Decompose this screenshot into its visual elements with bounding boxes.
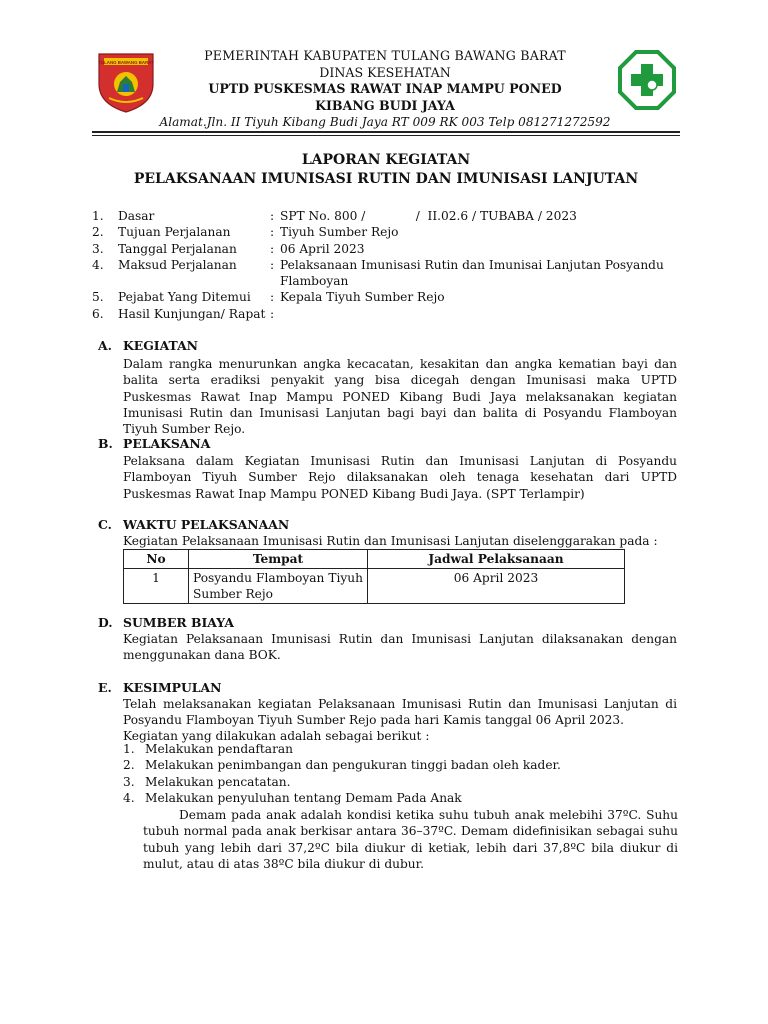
list-item-number: 4. bbox=[123, 790, 135, 805]
info-row bbox=[92, 306, 682, 322]
schedule-table bbox=[123, 549, 625, 604]
section-letter: C. bbox=[98, 517, 112, 532]
cell-tempat: Posyandu Flamboyan Tiyuh Sumber Rejo bbox=[189, 569, 368, 604]
section-heading-text: KEGIATAN bbox=[123, 338, 199, 353]
section-heading-text: KESIMPULAN bbox=[123, 680, 222, 695]
institution-name: UPTD PUSKESMAS RAWAT INAP MAMPU PONED bbox=[208, 81, 562, 96]
activity-steps-list bbox=[123, 741, 677, 806]
section-heading-text: PELAKSANA bbox=[123, 436, 211, 451]
puskesmas-logo bbox=[616, 48, 678, 114]
list-item-text: Melakukan penimbangan dan pengukuran tinggi badan oleh kader. bbox=[145, 758, 561, 773]
table-row bbox=[124, 569, 625, 604]
list-item bbox=[123, 790, 677, 806]
section-letter: E. bbox=[98, 680, 112, 695]
section-a-text: Dalam rangka menurunkan angka kecacatan, kesakitan dan angka kematian bayi dan balita serta eradiksi penyakit yang bisa dicegah dengan Imunisasi maka UPTD Puskesmas Rawat Inap Mampu PONED Kibang Budi Jaya melaksanakan kegiatan Imunisasi Rutin dan Imunisasi Lanjutan bagi bayi dan balita di Posyandu Flamboyan Tiyuh Sumber Rejo. bbox=[123, 357, 677, 437]
list-item-number: 2. bbox=[123, 758, 135, 773]
info-colon: : bbox=[270, 209, 275, 223]
list-item-number: 1. bbox=[123, 742, 135, 756]
info-number: 5. bbox=[92, 290, 104, 305]
section-e-intro: Kegiatan yang dilakukan adalah sebagai berikut : bbox=[123, 729, 430, 743]
list-item bbox=[123, 757, 677, 773]
info-row bbox=[92, 289, 682, 305]
list-item-number: 3. bbox=[123, 774, 135, 789]
list-item bbox=[123, 774, 677, 790]
info-label: Tujuan Perjalanan bbox=[118, 225, 231, 240]
column-header-jadwal: Jadwal Pelaksanaan bbox=[368, 550, 625, 569]
info-number: 6. bbox=[92, 306, 104, 321]
info-value: Tiyuh Sumber Rejo bbox=[280, 225, 399, 240]
section-a-heading bbox=[98, 338, 198, 353]
info-number: 1. bbox=[92, 209, 104, 223]
info-value: 06 April 2023 bbox=[280, 241, 365, 256]
report-title: LAPORAN KEGIATAN bbox=[301, 152, 471, 168]
info-colon: : bbox=[270, 306, 275, 321]
info-value: Pelaksanaan Imunisasi Rutin dan Imunisai Lanjutan Posyandu Flamboyan bbox=[280, 257, 664, 289]
section-heading-text: WAKTU PELAKSANAAN bbox=[123, 517, 290, 532]
list-item bbox=[123, 741, 677, 757]
section-e-heading bbox=[98, 680, 221, 695]
section-d-text: Kegiatan Pelaksanaan Imunisasi Rutin dan Imunisasi Lanjutan dilaksanakan dengan menggunakan dana BOK. bbox=[123, 632, 677, 663]
section-c-heading bbox=[98, 517, 289, 532]
table-header-row bbox=[124, 550, 625, 569]
list-item-text: Melakukan pendaftaran bbox=[145, 742, 294, 756]
info-colon: : bbox=[270, 225, 275, 240]
section-e-text: Telah melaksanakan kegiatan Pelaksanaan Imunisasi Rutin dan Imunisasi Lanjutan di Posyandu Flamboyan Tiyuh Sumber Rejo pada hari Kamis tanggal 06 April 2023. bbox=[123, 697, 677, 728]
cell-no: 1 bbox=[124, 569, 189, 604]
list-item-text: Melakukan pencatatan. bbox=[145, 774, 291, 789]
info-row bbox=[92, 257, 682, 290]
institution-address: Alamat.Jln. II Tiyuh Kibang Budi Jaya RT 009 RK 003 Telp 081271272592 bbox=[159, 115, 611, 129]
letterhead-divider-thin bbox=[92, 135, 680, 136]
info-row bbox=[92, 241, 682, 257]
info-row bbox=[92, 224, 682, 240]
section-heading-text: SUMBER BIAYA bbox=[123, 615, 234, 630]
info-value bbox=[280, 306, 682, 322]
cell-jadwal: 06 April 2023 bbox=[368, 569, 625, 604]
column-header-tempat: Tempat bbox=[189, 550, 368, 569]
info-label: Pejabat Yang Ditemui bbox=[118, 290, 251, 305]
info-value: SPT No. 800 / / II.02.6 / TUBABA / 2023 bbox=[280, 209, 577, 223]
section-b-heading bbox=[98, 436, 210, 451]
section-b-text: Pelaksana dalam Kegiatan Imunisasi Rutin dan Imunisasi Lanjutan di Posyandu Flamboyan Tiyuh Sumber Rejo dilaksanakan oleh tenaga kesehatan dari UPTD Puskesmas Rawat Inap Mampu PONED Kibang Budi Jaya. (SPT Terlampir) bbox=[123, 454, 677, 501]
list-item-text: Melakukan penyuluhan tentang Demam Pada Anak bbox=[145, 790, 462, 805]
section-letter: A. bbox=[98, 338, 112, 353]
institution-location: KIBANG BUDI JAYA bbox=[315, 97, 455, 113]
info-label: Hasil Kunjungan/ Rapat bbox=[118, 306, 266, 321]
section-letter: B. bbox=[98, 436, 113, 451]
info-row bbox=[92, 208, 682, 224]
info-colon: : bbox=[270, 257, 275, 272]
column-header-no: No bbox=[124, 550, 189, 569]
section-letter: D. bbox=[98, 615, 113, 630]
letterhead bbox=[150, 48, 620, 131]
section-d-heading bbox=[98, 615, 234, 630]
letterhead-divider-thick bbox=[92, 131, 680, 133]
info-number: 2. bbox=[92, 225, 104, 240]
regency-emblem-logo bbox=[95, 48, 157, 114]
info-colon: : bbox=[270, 290, 275, 305]
info-number: 4. bbox=[92, 257, 104, 272]
info-number: 3. bbox=[92, 241, 104, 256]
logo-text: TULANG BAWANG BARAT bbox=[98, 59, 154, 65]
trip-info-list bbox=[92, 208, 682, 322]
info-value: Kepala Tiyuh Sumber Rejo bbox=[280, 290, 445, 305]
section-c-text: Kegiatan Pelaksanaan Imunisasi Rutin dan Imunisasi Lanjutan diselenggarakan pada : bbox=[123, 534, 658, 548]
agency-name: DINAS KESEHATAN bbox=[319, 64, 451, 80]
info-colon: : bbox=[270, 241, 275, 256]
info-label: Tanggal Perjalanan bbox=[118, 241, 237, 256]
fever-explanation-paragraph: Demam pada anak adalah kondisi ketika suhu tubuh anak melebihi 37ºC. Suhu tubuh normal pada anak berkisar antara 36–37ºC. Demam didefinisikan sebagai suhu tubuh yang lebih dari 37,2ºC bila diukur di ketiak, lebih dari 37,8ºC bila diukur di mulut, atau di atas 38ºC bila diukur di dubur. bbox=[143, 808, 678, 871]
info-label: Maksud Perjalanan bbox=[118, 257, 237, 272]
government-name: PEMERINTAH KABUPATEN TULANG BAWANG BARAT bbox=[204, 48, 566, 63]
info-label: Dasar bbox=[118, 209, 155, 223]
report-subtitle: PELAKSANAAN IMUNISASI RUTIN DAN IMUNISASI LANJUTAN bbox=[133, 171, 639, 187]
